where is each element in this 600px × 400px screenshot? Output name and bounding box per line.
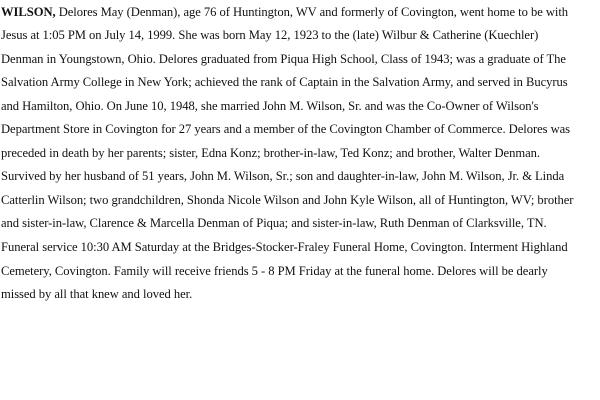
obituary-line-3: Denman in Youngstown, Ohio. Delores graduated from Piqua High School, Class of 1943; was a graduate of The	[1, 52, 566, 66]
obituary-line-9: Catterlin Wilson; two grandchildren, Shonda Nicole Wilson and John Kyle Wilson, all of Huntington, WV; brother	[1, 193, 574, 207]
obituary-surname: WILSON,	[1, 5, 56, 19]
obituary-line-1	[1, 5, 568, 19]
obituary-line-6: Department Store in Covington for 27 years and a member of the Covington Chamber of Commerce. Delores was	[1, 122, 571, 136]
obituary-line-2: Jesus at 1:05 PM on July 14, 1999. She was born May 12, 1923 to the (late) Wilbur & Catherine (Kuechler)	[1, 28, 539, 42]
obituary-line-4: Salvation Army College in New York; achieved the rank of Captain in the Salvation Army, and served in Bucyrus	[1, 75, 568, 89]
obituary-line-13: missed by all that knew and loved her.	[1, 287, 193, 301]
obituary-line-5: and Hamilton, Ohio. On June 10, 1948, she married John M. Wilson, Sr. and was the Co-Owner of Wilson's	[1, 99, 539, 113]
obituary-line-7: preceded in death by her parents; sister, Edna Konz; brother-in-law, Ted Konz; and brother, Walter Denman.	[1, 146, 540, 160]
obituary-line-10: and sister-in-law, Clarence & Marcella Denman of Piqua; and sister-in-law, Ruth Denman of Clarksville, TN.	[1, 216, 547, 230]
obituary-line-8: Survived by her husband of 51 years, John M. Wilson, Sr.; son and daughter-in-law, John M. Wilson, Jr. & Linda	[1, 169, 565, 183]
obituary-line-1-text: Delores May (Denman), age 76 of Huntington, WV and formerly of Covington, went home to be with	[55, 5, 569, 19]
obituary-line-11: Funeral service 10:30 AM Saturday at the Bridges-Stocker-Fraley Funeral Home, Covington. Interment Highland	[1, 240, 568, 254]
obituary-line-12: Cemetery, Covington. Family will receive friends 5 - 8 PM Friday at the funeral home. Delores will be dearly	[1, 264, 548, 278]
